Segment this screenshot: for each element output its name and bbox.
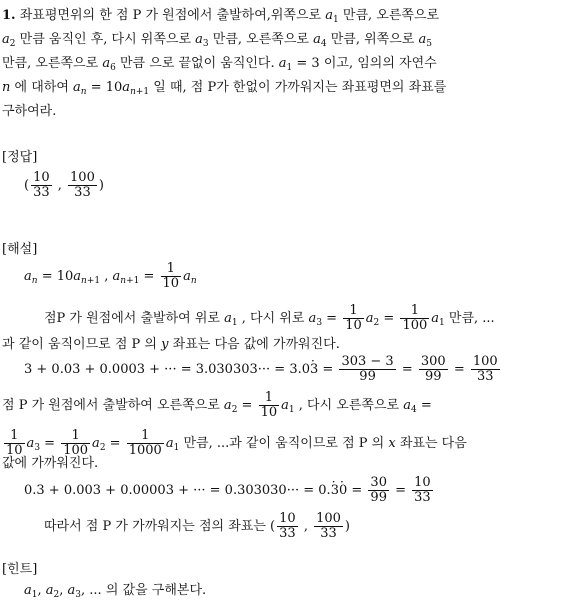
problem-line-2: $a_2$ 만큼 움직인 후, 다시 위쪽으로 $a_3$ 만큼, 오른쪽으로 $a_4$ 만큼, 위쪽으로 $a_5$ (2, 32, 432, 49)
problem-line-3: 만큼, 오른쪽으로 $a_6$ 만큼 으로 끝없이 움직인다. $a_1 = 3$ 이고, 임의의 자연수 (2, 56, 437, 73)
problem-line-4: n 에 대하여 $a_n = 10a_{n+1}$ 일 때, 점 P가 한없이 가까워지는 좌표평면의 좌표를 (2, 80, 447, 97)
explanation-line-3: 점 P 가 원점에서 출발하여 오른쪽으로 $a_2$ = $\frac{1}{10}$ $a_1$ , 다시 오른쪽으로 $a_4$ = (2, 390, 432, 420)
explanation-line-1: 점P 가 원점에서 출발하여 위로 $a_1$ , 다시 위로 $a_3$ = $\frac{1}{10}$ $a_2$ = $\frac{1}{100}$ $a_1$ 만큼, ... (44, 303, 495, 333)
explanation-line-4: $\frac{1}{10}$ $a_3$ = $\frac{1}{100}$ $a_2$ = $\frac{1}{1000}$ $a_1$ 만큼, ...과 같이 움직이므로 점 P 의 x 좌표는 다음 (6, 428, 467, 458)
problem-line-1: 1. 좌표평면위의 한 점 P 가 원점에서 출발하여,위쪽으로 $a_1$ 만큼, 오른쪽으로 (2, 8, 440, 25)
answer-value: ( $\frac{10}{33}$ , $\frac{100}{33}$ ) (24, 170, 104, 200)
problem-line-5: 구하여라. (2, 104, 57, 119)
problem-number: 1. (2, 8, 16, 23)
explanation-header: [해설] (2, 242, 38, 257)
conclusion: 따라서 점 P 가 가까워지는 점의 좌표는 ( $\frac{10}{33}$ , $\frac{100}{33}$ ) (44, 511, 350, 541)
sum-x-equation: 0.3 + 0.003 + 0.00003 + ··· = 0.303030··· = 0.· 3· 0 = $\frac{30}{99}$ = $\frac{10}{33}$ (24, 472, 435, 510)
answer-x-fraction: $\frac{10}{33}$ (33, 170, 50, 200)
answer-y-fraction: $\frac{100}{33}$ (70, 170, 95, 200)
explanation-line-5: 값에 가까워진다. (2, 456, 99, 471)
hint-header: [힌트] (2, 562, 38, 577)
recurrence: $a_n = 10a_{n+1}$ , $a_{n+1}$ = $\frac{1}{10}$ $a_n$ (24, 261, 197, 291)
answer-header: [정답] (2, 150, 38, 165)
hint-text: $a_1$, $a_2$, $a_3$, ... 의 값을 구해본다. (24, 583, 207, 600)
explanation-line-2: 과 같이 움직이므로 점 P 의 y 좌표는 다음 값에 가까워진다. (2, 337, 340, 352)
sum-y-equation: 3 + 0.03 + 0.0003 + ··· = 3.030303··· = 3.0· 3 = $\frac{303 - 3}{99}$ = $\frac{300}{99}$ = $\frac{100}{33}$ (24, 350, 502, 390)
